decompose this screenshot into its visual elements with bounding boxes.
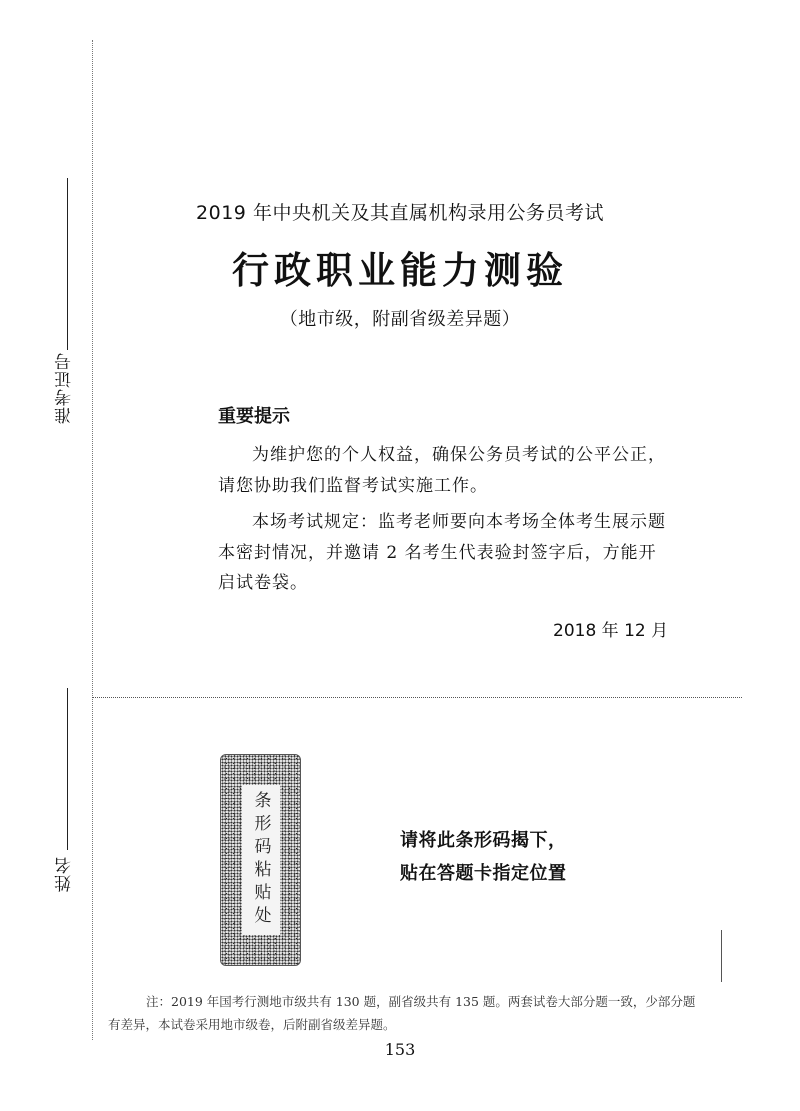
notice-heading: 重要提示 xyxy=(218,406,290,427)
admission-number-label: 准考证号 xyxy=(55,352,75,424)
binding-margin-dotted-line xyxy=(92,40,93,1040)
name-line xyxy=(67,688,68,850)
footnote: 注：2019 年国考行测地市级共有 130 题，副省级共有 135 题。两套试卷大部分题一致，少部分题有差异，本试卷采用地市级卷，后附副省级差异题。 xyxy=(108,994,696,1032)
barcode-label: 条形码粘贴处 xyxy=(242,785,280,935)
exam-scope: （地市级，附副省级差异题） xyxy=(279,309,521,330)
notice-date: 2018 年 12 月 xyxy=(553,621,669,641)
exam-title: 行政职业能力测验 xyxy=(232,248,568,292)
notice-paragraph-2: 本场考试规定：监考老师要向本考场全体考生展示题本密封情况，并邀请 2 名考生代表验封签字后，方能开启试卷袋。 xyxy=(218,512,666,593)
notice-paragraph-1: 为维护您的个人权益，确保公务员考试的公平公正，请您协助我们监督考试实施工作。 xyxy=(218,445,666,496)
name-label: 姓名 xyxy=(55,856,75,892)
barcode-sticker xyxy=(220,754,301,966)
barcode-instruction-line-2: 贴在答题卡指定位置 xyxy=(400,863,567,884)
exam-subtitle: 2019 年中央机关及其直属机构录用公务员考试 xyxy=(196,202,604,224)
barcode-instruction-line-1: 请将此条形码揭下， xyxy=(400,830,567,851)
right-margin-line xyxy=(721,930,722,982)
page-number: 153 xyxy=(384,1040,416,1059)
cut-line-dotted xyxy=(92,697,742,698)
